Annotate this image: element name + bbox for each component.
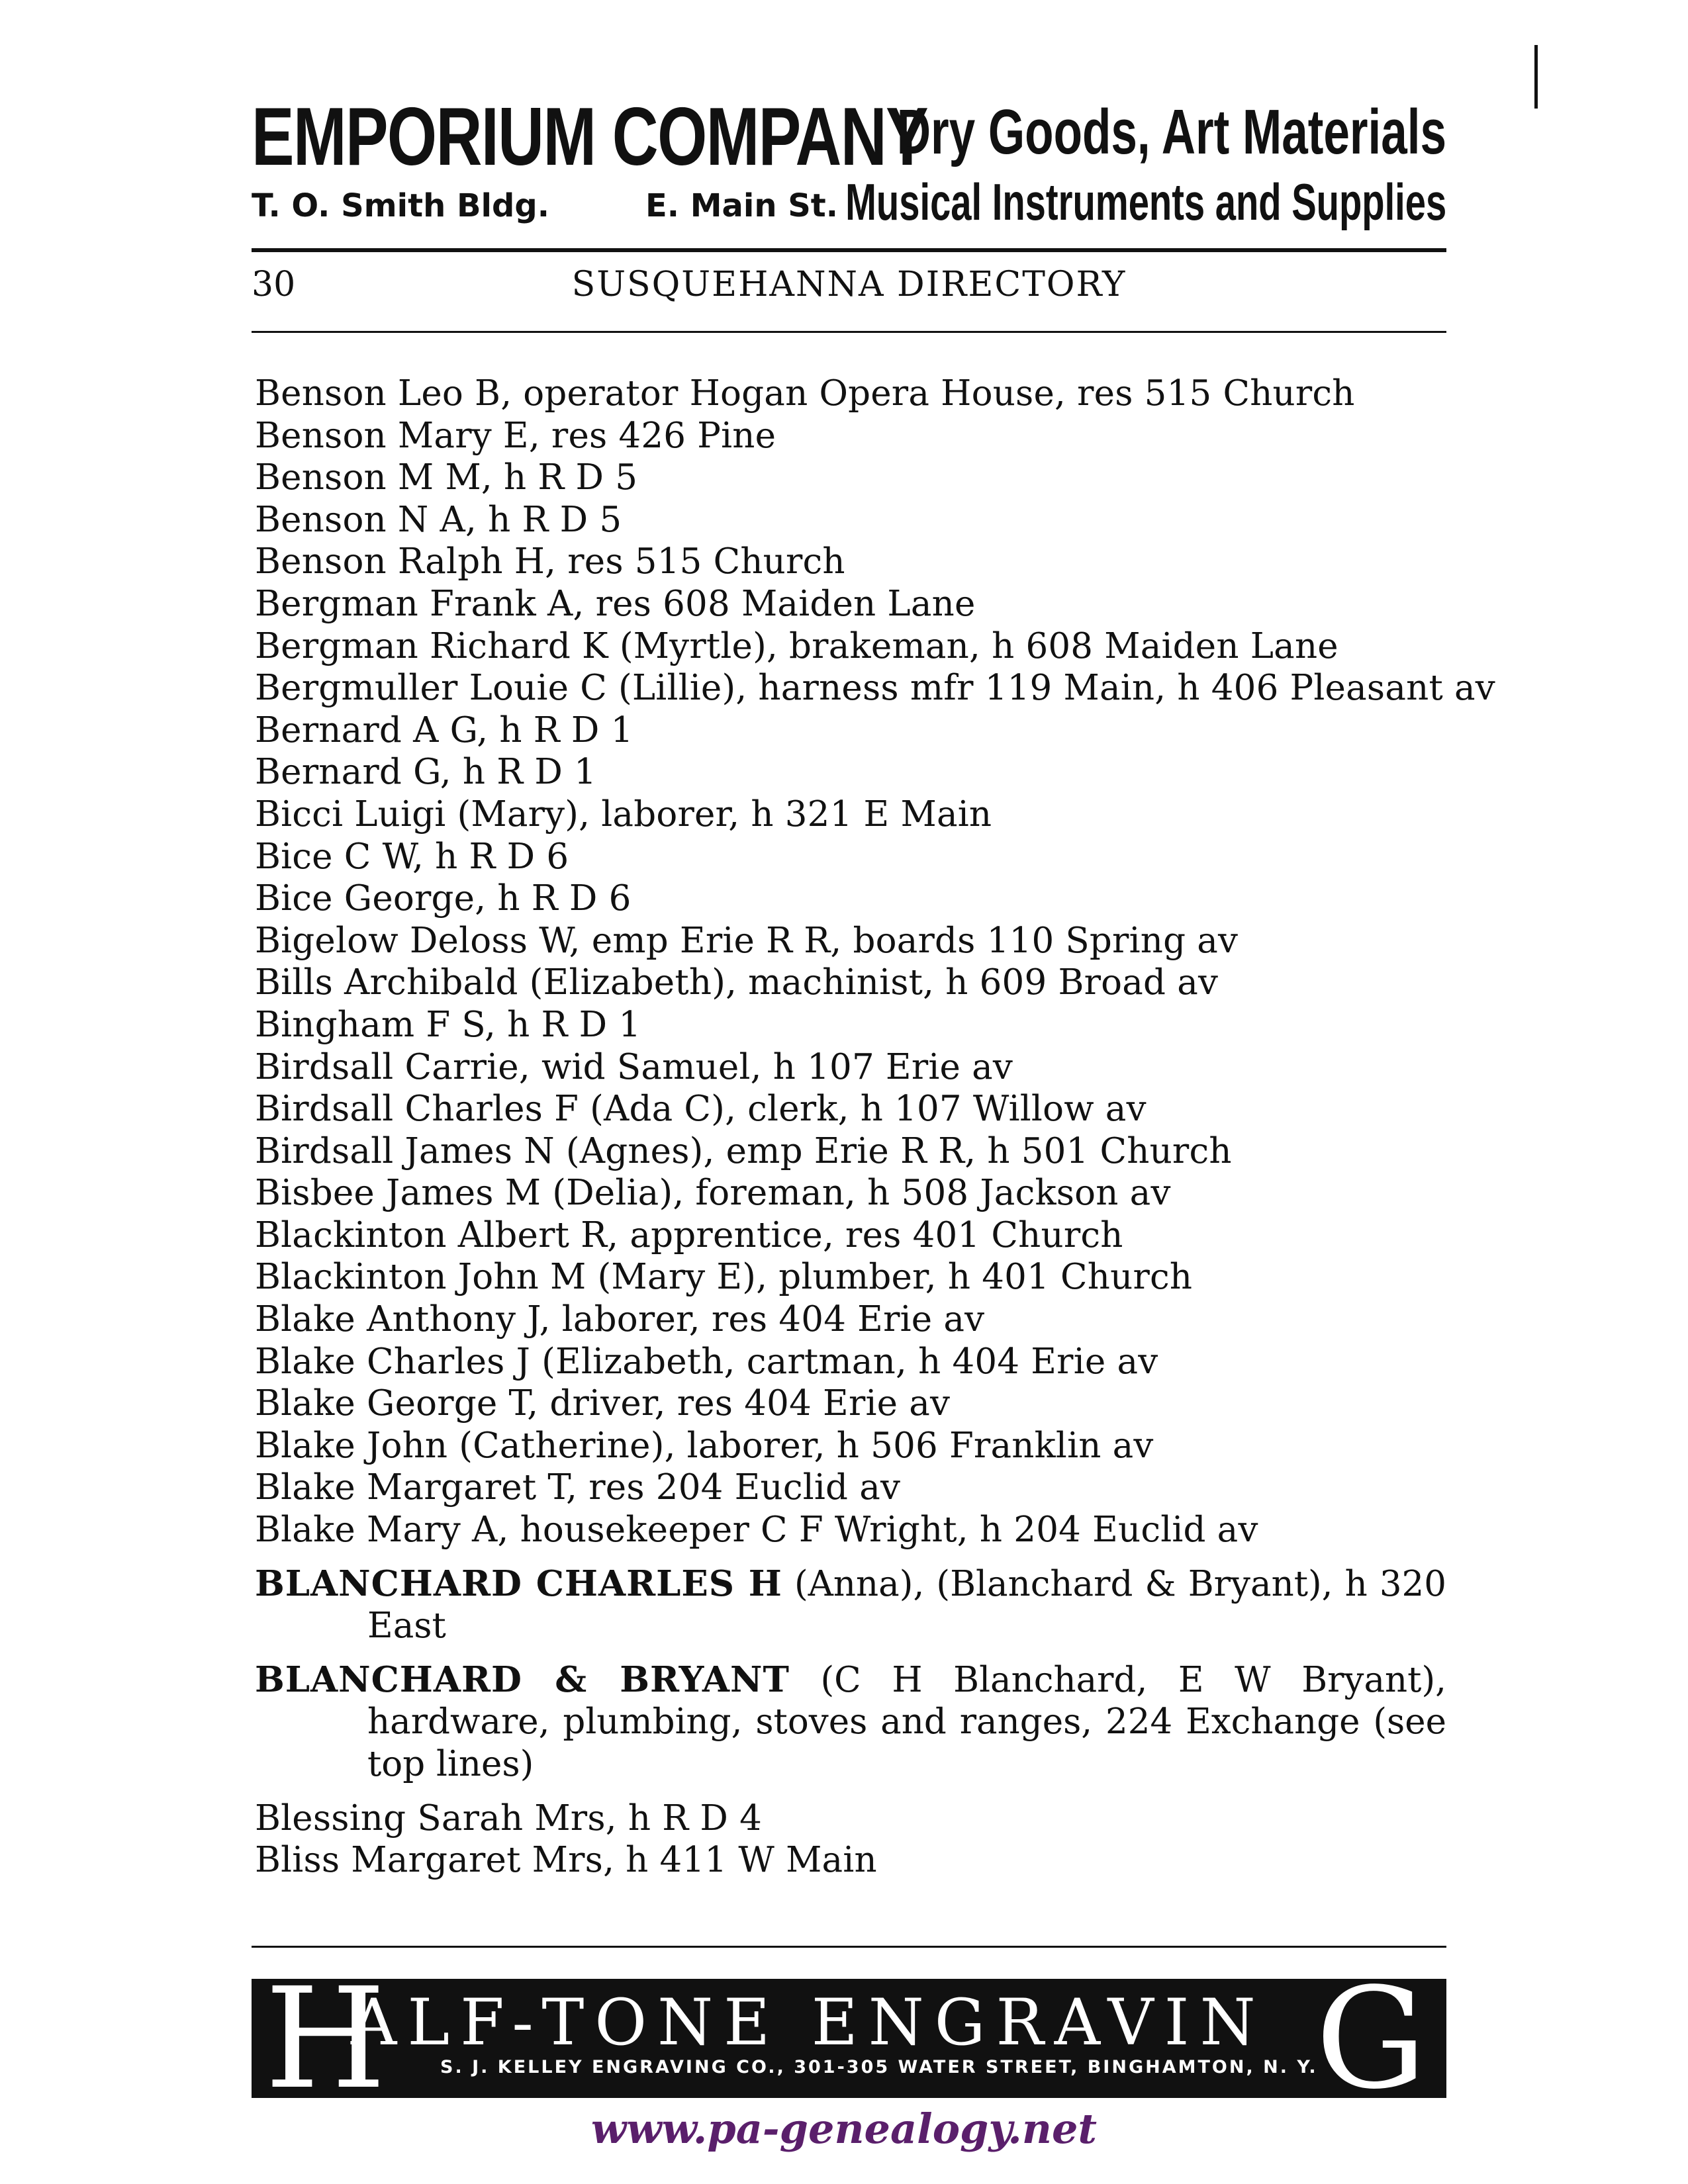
- directory-entries: [255, 373, 1495, 1882]
- featured-entry-name: BLANCHARD & BRYANT: [255, 1659, 790, 1700]
- ad-goods-block: [845, 96, 1446, 235]
- directory-entry: Bergman Frank A, res 608 Maiden Lane: [255, 583, 976, 624]
- ad-company-name: EMPORIUM COMPANY: [252, 91, 928, 183]
- ad-goods-line-1: Dry Goods, Art Materials: [896, 97, 1446, 167]
- directory-entry: Bergman Richard K (Myrtle), brakeman, h 608 Maiden Lane: [255, 625, 1338, 666]
- ad-goods-line-2: Musical Instruments and Supplies: [845, 173, 1446, 231]
- ad-bottom-subtitle: S. J. KELLEY ENGRAVING CO., 301-305 WATER STREET, BINGHAMTON, N. Y.: [440, 2057, 1318, 2077]
- directory-entry: Birdsall James N (Agnes), emp Erie R R, h 501 Church: [255, 1130, 1232, 1171]
- ad-company-block: [252, 91, 928, 235]
- featured-entry-name: BLANCHARD CHARLES H: [255, 1563, 782, 1604]
- directory-entry: Benson M M, h R D 5: [255, 457, 638, 498]
- directory-entry: Blackinton John M (Mary E), plumber, h 401 Church: [255, 1257, 1193, 1298]
- directory-entry: Bliss Margaret Mrs, h 411 W Main: [255, 1840, 877, 1881]
- directory-entry: Bingham F S, h R D 1: [255, 1004, 641, 1045]
- directory-entry: Blessing Sarah Mrs, h R D 4: [255, 1797, 763, 1839]
- directory-entry: Blake Charles J (Elizabeth, cartman, h 404 Erie av: [255, 1341, 1158, 1382]
- top-advertisement: [252, 91, 1446, 235]
- directory-entry-featured: [255, 1563, 1446, 1647]
- page-header: [252, 265, 1446, 311]
- directory-entry: Birdsall Carrie, wid Samuel, h 107 Erie av: [255, 1046, 1013, 1087]
- ad-address-street: E. Main St.: [645, 187, 838, 224]
- directory-entry: Blake Margaret T, res 204 Euclid av: [255, 1467, 901, 1508]
- divider-rule: [252, 248, 1446, 252]
- directory-entry: Blackinton Albert R, apprentice, res 401 Church: [255, 1214, 1123, 1255]
- featured-entry-details: (Anna), (Blanchard & Bryant), h 320 East: [367, 1563, 1447, 1647]
- ad-bottom-final: G: [1315, 1958, 1427, 2120]
- directory-entry: Blake Mary A, housekeeper C F Wright, h 204 Euclid av: [255, 1510, 1258, 1551]
- directory-entry: Blake George T, driver, res 404 Erie av: [255, 1383, 951, 1424]
- directory-entry: Bicci Luigi (Mary), laborer, h 321 E Main: [255, 794, 992, 835]
- directory-entry: Bice George, h R D 6: [255, 878, 632, 919]
- directory-entry: Bisbee James M (Delia), foreman, h 508 Jackson av: [255, 1173, 1171, 1214]
- divider-rule: [252, 1946, 1446, 1948]
- directory-entry: Benson Ralph H, res 515 Church: [255, 541, 845, 582]
- directory-entry: Birdsall Charles F (Ada C), clerk, h 107 Willow av: [255, 1089, 1147, 1130]
- ad-bottom-initial: H: [265, 1958, 387, 2120]
- divider-rule: [252, 331, 1446, 333]
- featured-entry-details: (C H Blanchard, E W Bryant), hardware, plumbing, stoves and ranges, 224 Exchange (see top lines): [367, 1659, 1446, 1784]
- bottom-advertisement: [252, 1958, 1446, 2120]
- site-url-link[interactable]: www.pa-genealogy.net: [590, 2105, 1098, 2153]
- ad-bottom-title: ALF-TONE ENGRAVIN: [351, 1985, 1266, 2060]
- directory-entry: Benson Mary E, res 426 Pine: [255, 415, 776, 456]
- directory-entry: Blake John (Catherine), laborer, h 506 Franklin av: [255, 1425, 1154, 1466]
- page-title: SUSQUEHANNA DIRECTORY: [571, 265, 1127, 304]
- directory-entry: Benson N A, h R D 5: [255, 499, 622, 540]
- directory-entry: Bernard A G, h R D 1: [255, 709, 633, 751]
- directory-entry: Bice C W, h R D 6: [255, 836, 569, 877]
- page-number: 30: [252, 265, 296, 304]
- directory-entry-featured: [255, 1659, 1446, 1786]
- directory-entry: Bernard G, h R D 1: [255, 752, 597, 793]
- directory-entry: Bills Archibald (Elizabeth), machinist, h 609 Broad av: [255, 962, 1219, 1003]
- ad-address-building: T. O. Smith Bldg.: [252, 187, 549, 224]
- directory-entry: Bergmuller Louie C (Lillie), harness mfr 119 Main, h 406 Pleasant av: [255, 668, 1495, 709]
- directory-entry: Benson Leo B, operator Hogan Opera House, res 515 Church: [255, 373, 1355, 414]
- directory-entry: Blake Anthony J, laborer, res 404 Erie av: [255, 1299, 985, 1340]
- scan-edge-mark: [1534, 45, 1538, 109]
- directory-entry: Bigelow Deloss W, emp Erie R R, boards 110 Spring av: [255, 920, 1239, 961]
